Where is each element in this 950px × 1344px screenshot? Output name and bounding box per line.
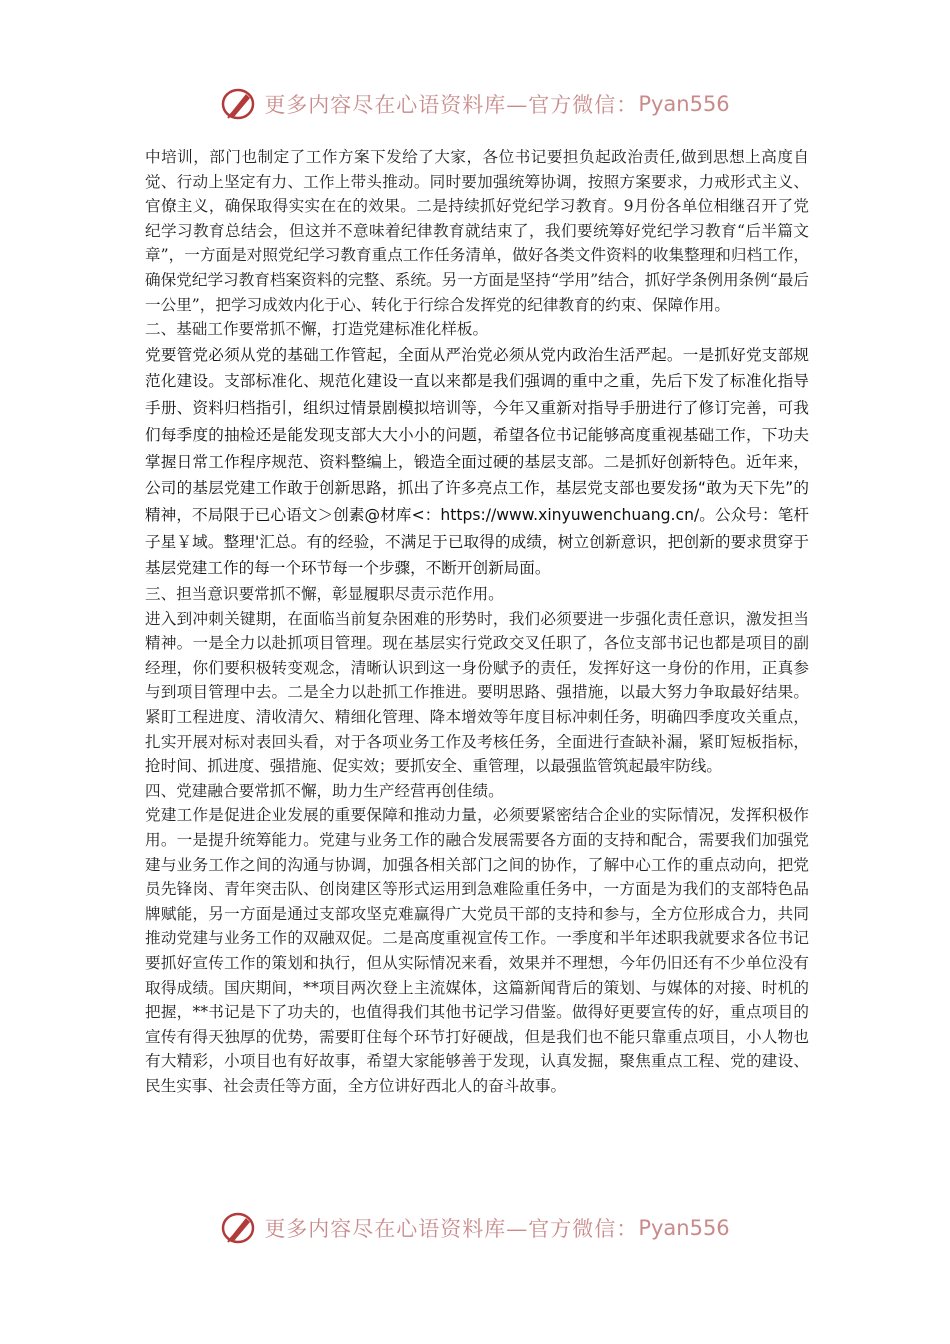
watermark-banner-bottom [0,1208,950,1248]
paragraph-responsibility: 进入到冲刺关键期，在面临当前复杂困难的形势时，我们必须要进一步强化责任意识，激发担当精神。一是全力以赴抓项目管理。现在基层实行党政交叉任职了，各位支部书记也都是项目的副经理，你们要积极转变观念，清晰认识到这一身份赋予的责任，发挥好这一身份的作用，正真参与到项目管理中去。二是全力以赴抓工作推进。要明思路、强措施，以最大努力争取最好结果。紧盯工程进度、清收清欠、精细化管理、降本增效等年度目标冲刺任务，明确四季度攻关重点，扎实开展对标对表回头看，对于各项业务工作及考核任务，全面进行查缺补漏，紧盯短板指标，抢时间、抓进度、强措施、促实效；要抓安全、重管理，以最强监管筑起最牢防线。 [145,609,809,776]
watermark-text: 更多内容尽在心语资料库—官方微信： [264,1217,639,1241]
document-body [145,145,809,1099]
pen-nib-logo-icon [220,86,260,122]
paragraph-party-discipline: 中培训，部门也制定了工作方案下发给了大家，各位书记要担负起政治责任,做到思想上高度自觉、行动上坚定有力、工作上带头推动。同时要加强统筹协调，按照方案要求，力戒形式主义、官僚主义，确保取得实实在在的效果。二是持续抓好党纪学习教育。9月份各单位相继召开了党纪学习教育总结会，但这并不意味着纪律教育就结束了，我们要统筹好党纪学习教育“后半篇文章”，一方面是对照党纪学习教育重点工作任务清单，做好各类文件资料的收集整理和归档工作，确保党纪学习教育档案资料的完整、系统。另一方面是坚持“学用”结合，抓好学条例用条例“最后一公里”，把学习成效内化于心、转化于行综合发挥党的纪律教育的约束、保障作用。 [145,148,809,314]
pen-nib-logo-icon [220,1210,260,1246]
watermark-wechat-id: Pyan556 [638,1216,730,1240]
watermark-text: 更多内容尽在心语资料库—官方微信： [264,93,639,117]
heading-section-3: 三、担当意识要常抓不懈，彰显履职尽责示范作用。 [145,585,504,604]
paragraph-basic-work: 党要管党必须从党的基础工作管起，全面从严治党必须从党内政治生活严起。一是抓好党支部规范化建设。支部标准化、规范化建设一直以来都是我们强调的重中之重，先后下发了标准化指导手册、资料归档指引，组织过情景剧模拟培训等，今年又重新对指导手册进行了修订完善，可我们每季度的抽检还是能发现支部大大小小的问题，希望各位书记能够高度重视基础工作，下功夫掌握日常工作程序规范、资料整编上，锻造全面过硬的基层支部。二是抓好创新特色。近年来，公司的基层党建工作敢于创新思路，抓出了许多亮点工作，基层党支部也要发扬“敢为天下先”的精神，不局限于已心语文＞创素@材库<：https://www.xinyuwenchuang.cn/。公众号：笔杆子星￥域。整理'汇总。有的经验，不满足于已取得的成绩，树立创新意识，把创新的要求贯穿于基层党建工作的每一个环节每一个步骤，不断开创新局面。 [145,345,809,578]
heading-section-4: 四、党建融合要常抓不懈，助力生产经营再创佳绩。 [145,781,504,800]
paragraph-integration: 党建工作是促进企业发展的重要保障和推动力量，必须要紧密结合企业的实际情况，发挥积极作用。一是提升统筹能力。党建与业务工作的融合发展需要各方面的支持和配合，需要我们加强党建与业务工作之间的沟通与协调，加强各相关部门之间的协作，了解中心工作的重点动向，把党员先锋岗、青年突击队、创岗建区等形式运用到急难险重任务中，一方面是为我们的支部特色品牌赋能，另一方面是通过支部攻坚克难赢得广大党员干部的支持和参与，全方位形成合力，共同推动党建与业务工作的双融双促。二是高度重视宣传工作。一季度和半年述职我就要求各位书记要抓好宣传工作的策划和执行，但从实际情况来看，效果并不理想，今年仍旧还有不少单位没有取得成绩。国庆期间，**项目两次登上主流媒体，这篇新闻背后的策划、与媒体的对接、时机的把握，**书记是下了功夫的，也值得我们其他书记学习借鉴。做得好更要宣传的好，重点项目的宣传有得天独厚的优势，需要盯住每个环节打好硬战，但是我们也不能只靠重点项目，小人物也有大精彩，小项目也有好故事，希望大家能够善于发现，认真发掘，聚焦重点工程、党的建设、民生实事、社会责任等方面，全方位讲好西北人的奋斗故事。 [145,806,809,1095]
watermark-wechat-id: Pyan556 [638,92,730,116]
watermark-banner-top [0,84,950,124]
heading-section-2: 二、基础工作要常抓不懈，打造党建标准化样板。 [145,320,489,339]
